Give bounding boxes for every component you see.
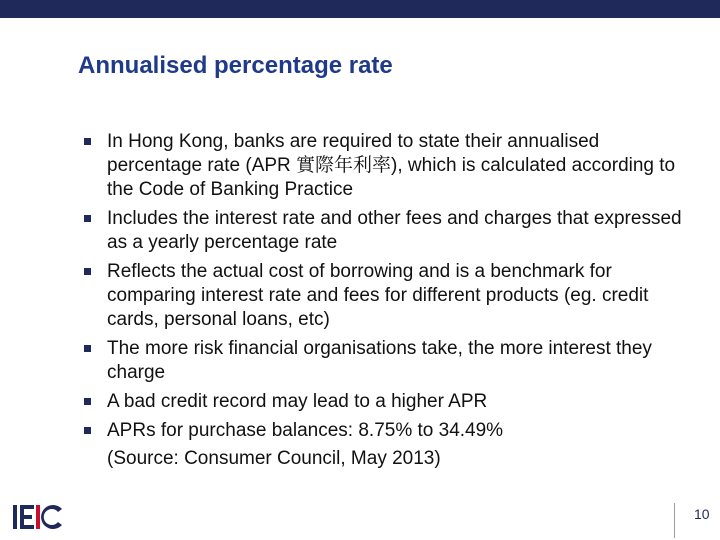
iec-logo-icon	[12, 503, 64, 531]
square-bullet-icon	[84, 268, 91, 275]
bullet-text: The more risk financial organisations take, the more interest they charge	[107, 338, 652, 383]
bullet-item	[84, 260, 694, 332]
bullet-item	[84, 207, 694, 255]
bullet-list	[84, 130, 694, 448]
bullet-item	[84, 337, 694, 385]
square-bullet-icon	[84, 138, 91, 145]
bullet-item	[84, 390, 694, 414]
source-note: (Source: Consumer Council, May 2013)	[107, 448, 441, 469]
top-header-bar	[0, 0, 720, 18]
bullet-item	[84, 419, 694, 443]
bullet-text: Reflects the actual cost of borrowing and is a benchmark for comparing interest rate and fees for different products (eg. credit cards, personal loans, etc)	[107, 261, 649, 330]
page-divider	[674, 503, 675, 538]
square-bullet-icon	[84, 215, 91, 222]
bullet-text: Includes the interest rate and other fees and charges that expressed as a yearly percentage rate	[107, 208, 682, 253]
square-bullet-icon	[84, 427, 91, 434]
slide-title: Annualised percentage rate	[78, 52, 393, 79]
square-bullet-icon	[84, 345, 91, 352]
page-number: 10	[694, 506, 710, 522]
bullet-text: APRs for purchase balances: 8.75% to 34.49%	[107, 420, 504, 441]
bullet-text: A bad credit record may lead to a higher APR	[107, 391, 488, 412]
bullet-text: In Hong Kong, banks are required to state their annualised percentage rate (APR 實際年利率), which is calculated according to the Code of Banking Practice	[107, 131, 676, 200]
square-bullet-icon	[84, 398, 91, 405]
bullet-item	[84, 130, 694, 202]
